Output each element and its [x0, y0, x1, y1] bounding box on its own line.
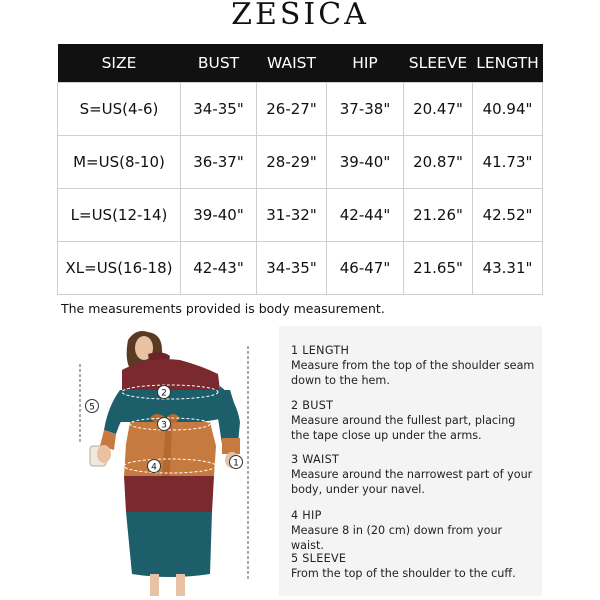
header-hip: HIP: [327, 44, 404, 83]
table-cell: L=US(12-14): [58, 189, 181, 242]
guide-desc: Measure from the top of the shoulder seam down to the hem.: [291, 359, 535, 387]
table-cell: 34-35": [181, 83, 257, 136]
table-cell: 42-43": [181, 242, 257, 295]
table-cell: 40.94": [473, 83, 543, 136]
table-cell: 43.31": [473, 242, 543, 295]
header-waist: WAIST: [257, 44, 327, 83]
marker-3: [158, 418, 171, 431]
right-cuff: [222, 438, 240, 454]
guide-title: 3 WAIST: [291, 453, 340, 466]
table-cell: 39-40": [181, 189, 257, 242]
table-cell: 41.73": [473, 136, 543, 189]
guide-title: 5 SLEEVE: [291, 552, 347, 565]
marker-1: [230, 456, 243, 469]
marker-1-label: 1: [233, 458, 239, 469]
table-cell: 46-47": [327, 242, 404, 295]
table-cell: 34-35": [257, 242, 327, 295]
marker-2: [158, 386, 171, 399]
table-cell: 31-32": [257, 189, 327, 242]
left-leg: [150, 574, 159, 596]
guide-desc: From the top of the shoulder to the cuff.: [291, 567, 516, 580]
table-cell: 42-44": [327, 189, 404, 242]
marker-5-label: 5: [89, 402, 95, 413]
table-row: [58, 189, 543, 242]
table-cell: 26-27": [257, 83, 327, 136]
table-cell: M=US(8-10): [58, 136, 181, 189]
marker-4-label: 4: [151, 462, 157, 473]
guide-item-length: [291, 343, 536, 388]
table-cell: 20.47": [404, 83, 473, 136]
guide-item-bust: [291, 398, 536, 443]
header-sleeve: SLEEVE: [404, 44, 473, 83]
model-figure: [70, 326, 270, 600]
table-cell: 37-38": [327, 83, 404, 136]
dress-top: [122, 359, 220, 390]
table-row: [58, 242, 543, 295]
table-cell: 21.65": [404, 242, 473, 295]
table-row: [58, 136, 543, 189]
marker-4: [148, 460, 161, 473]
table-cell: XL=US(16-18): [58, 242, 181, 295]
table-cell: 28-29": [257, 136, 327, 189]
marker-5: [86, 400, 99, 413]
header-length: LENGTH: [473, 44, 543, 83]
table-header-row: [58, 44, 543, 83]
guide-item-waist: [291, 452, 536, 497]
table-cell: 21.26": [404, 189, 473, 242]
brand-logo: ZESICA: [231, 0, 369, 32]
table-cell: 39-40": [327, 136, 404, 189]
guide-title: 4 HIP: [291, 509, 322, 522]
guide-title: 1 LENGTH: [291, 344, 350, 357]
table-cell: S=US(4-6): [58, 83, 181, 136]
header-size: SIZE: [58, 44, 181, 83]
dress-maroon-lower: [124, 476, 214, 512]
right-leg: [176, 574, 185, 596]
guide-desc: Measure around the narrowest part of your body, under your navel.: [291, 468, 533, 496]
table-cell: 20.87": [404, 136, 473, 189]
dress-teal-hem: [126, 512, 212, 577]
header-bust: BUST: [181, 44, 257, 83]
size-chart-table: [57, 44, 543, 295]
table-cell: 42.52": [473, 189, 543, 242]
hand-shape: [97, 445, 111, 463]
guide-item-sleeve: [291, 551, 536, 581]
table-row: [58, 83, 543, 136]
guide-desc: Measure 8 in (20 cm) down from your waist.: [291, 524, 503, 552]
guide-desc: Measure around the fullest part, placing the tape close up under the arms.: [291, 414, 516, 442]
guide-item-hip: [291, 508, 536, 553]
table-cell: 36-37": [181, 136, 257, 189]
guide-title: 2 BUST: [291, 399, 334, 412]
marker-3-label: 3: [161, 420, 167, 431]
marker-2-label: 2: [161, 388, 167, 399]
measurement-note: The measurements provided is body measurement.: [61, 301, 385, 316]
